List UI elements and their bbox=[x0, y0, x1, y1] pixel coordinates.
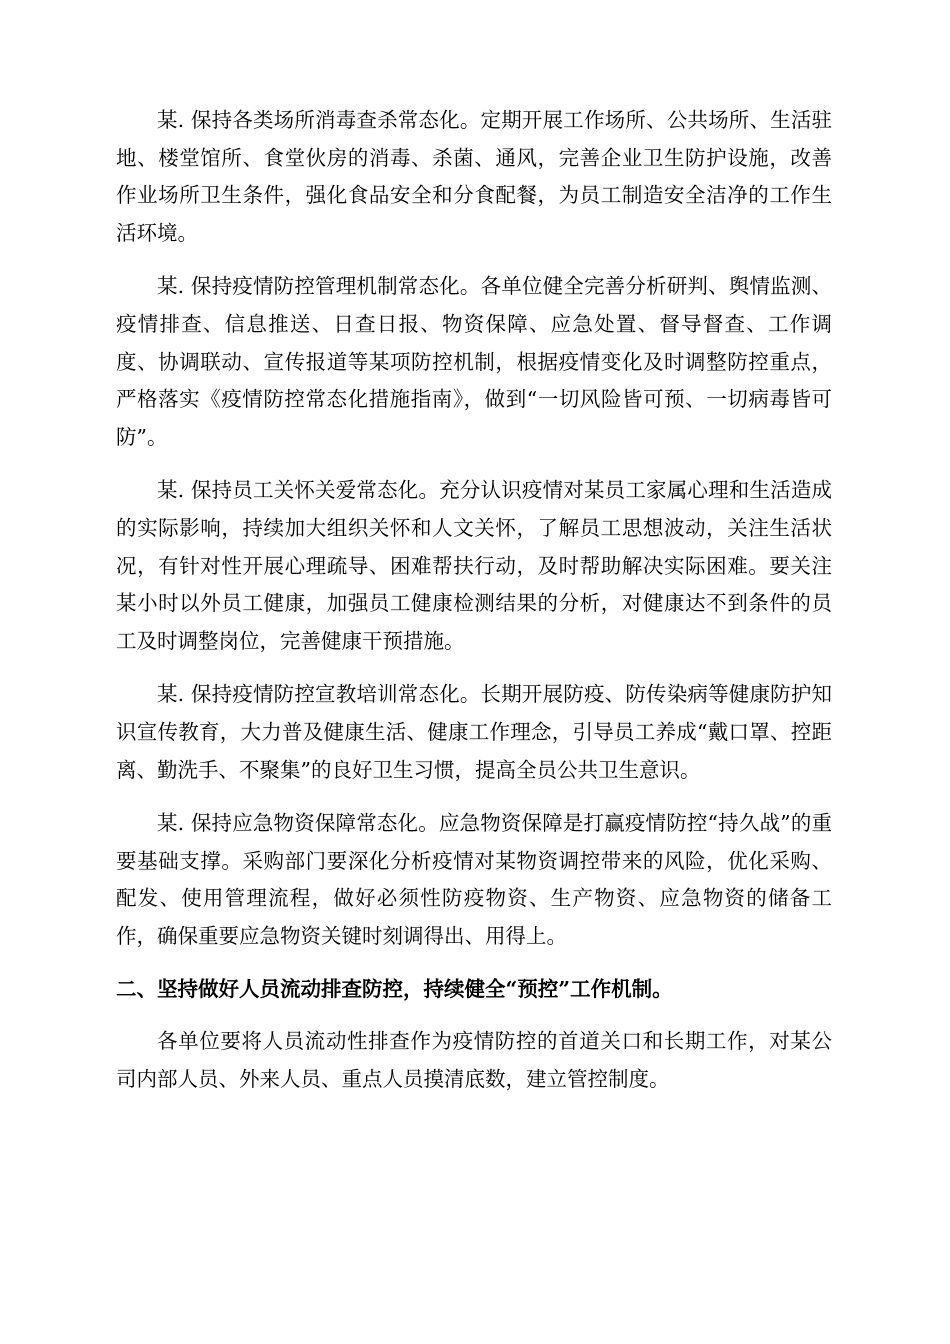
paragraph-emergency-supplies: 某. 保持应急物资保障常态化。应急物资保障是打赢疫情防控“持久战”的重要基础支撑。采购部门要深化分析疫情对某物资调控带来的风险，优化采购、配发、使用管理流程，做好必须性防疫物资、生产物资、应急物资的储备工作，确保重要应急物资关键时刻调得出、用得上。 bbox=[116, 811, 832, 948]
paragraph-prevention-mechanism: 某. 保持疫情防控管理机制常态化。各单位健全完善分析研判、舆情监测、疫情排查、信息推送、日查日报、物资保障、应急处置、督导督查、工作调度、协调联动、宣传报道等某项防控机制，根据疫情变化及时调整防控重点，严格落实《疫情防控常态化措施指南》，做到“一切风险皆可预、一切病毒皆可防”。 bbox=[116, 274, 832, 449]
paragraph-personnel-screening: 各单位要将人员流动性排查作为疫情防控的首道关口和长期工作，对某公司内部人员、外来人员、重点人员摸清底数，建立管控制度。 bbox=[116, 1029, 832, 1091]
section-heading: 二、坚持做好人员流动排查防控，持续健全“预控”工作机制。 bbox=[116, 977, 673, 1002]
paragraph-disinfection: 某. 保持各类场所消毒查杀常态化。定期开展工作场所、公共场所、生活驻地、楼堂馆所、食堂伙房的消毒、杀菌、通风，完善企业卫生防护设施，改善作业场所卫生条件，强化食品安全和分食配餐，为员工制造安全洁净的工作生活环境。 bbox=[116, 108, 832, 245]
document-page bbox=[116, 102, 832, 1114]
paragraph-employee-care: 某. 保持员工关怀关爱常态化。充分认识疫情对某员工家属心理和生活造成的实际影响，持续加大组织关怀和人文关怀，了解员工思想波动，关注生活状况，有针对性开展心理疏导、困难帮扶行动，及时帮助解决实际困难。要关注某小时以外员工健康，加强员工健康检测结果的分析，对健康达不到条件的员工及时调整岗位，完善健康干预措施。 bbox=[116, 478, 832, 653]
paragraph-education-training: 某. 保持疫情防控宣教培训常态化。长期开展防疫、防传染病等健康防护知识宣传教育，大力普及健康生活、健康工作理念，引导员工养成“戴口罩、控距离、勤洗手、不聚集”的良好卫生习惯，提高全员公共卫生意识。 bbox=[116, 682, 832, 782]
